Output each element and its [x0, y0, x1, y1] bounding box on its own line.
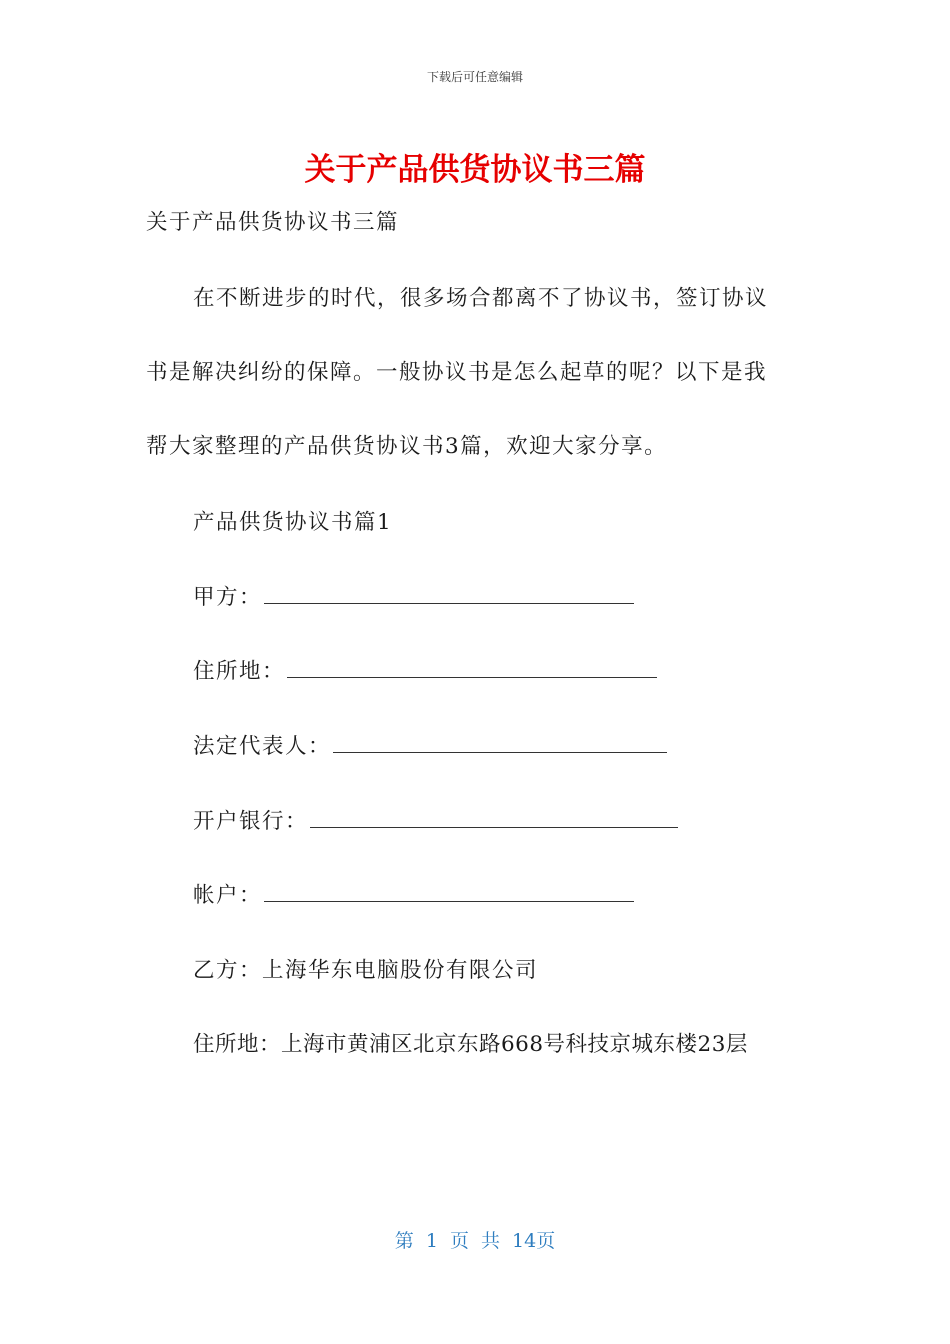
intro-line-2: 书是解决纠纷的保障。一般协议书是怎么起草的呢？以下是我 — [146, 360, 768, 385]
subtitle-line: 关于产品供货协议书三篇 — [146, 210, 400, 235]
party-a-account-label: 帐户： — [193, 883, 263, 908]
intro-line-3: 帮大家整理的产品供货协议书3篇，欢迎大家分享。 — [146, 434, 668, 459]
party-b-line: 乙方：上海华东电脑股份有限公司 — [193, 958, 539, 983]
party-a-label: 甲方： — [193, 585, 263, 610]
header-note: 下载后可任意编辑 — [426, 70, 523, 84]
party-a-account-blank[interactable] — [264, 883, 634, 902]
party-a-field — [193, 580, 634, 611]
party-a-legal-rep-blank[interactable] — [333, 734, 667, 753]
party-b-address-line: 住所地：上海市黄浦区北京东路668号科技京城东楼23层 — [193, 1032, 748, 1057]
party-a-legal-rep-label: 法定代表人： — [193, 734, 332, 759]
page-footer: 第 1 页 共 14页 — [394, 1230, 556, 1252]
party-a-address-blank[interactable] — [287, 659, 657, 678]
party-a-bank-blank[interactable] — [310, 809, 678, 828]
party-a-bank-label: 开户银行： — [193, 809, 309, 834]
party-a-legal-rep-field — [193, 729, 667, 760]
party-a-address-label: 住所地： — [193, 659, 286, 684]
party-a-address-field — [193, 654, 657, 685]
document-title: 关于产品供货协议书三篇 — [304, 152, 646, 188]
party-a-bank-field — [193, 804, 678, 835]
section-heading: 产品供货协议书篇1 — [193, 510, 393, 535]
intro-line-1: 在不断进步的时代，很多场合都离不了协议书，签订协议 — [193, 286, 769, 311]
party-a-account-field — [193, 878, 634, 909]
party-a-blank[interactable] — [264, 585, 634, 604]
